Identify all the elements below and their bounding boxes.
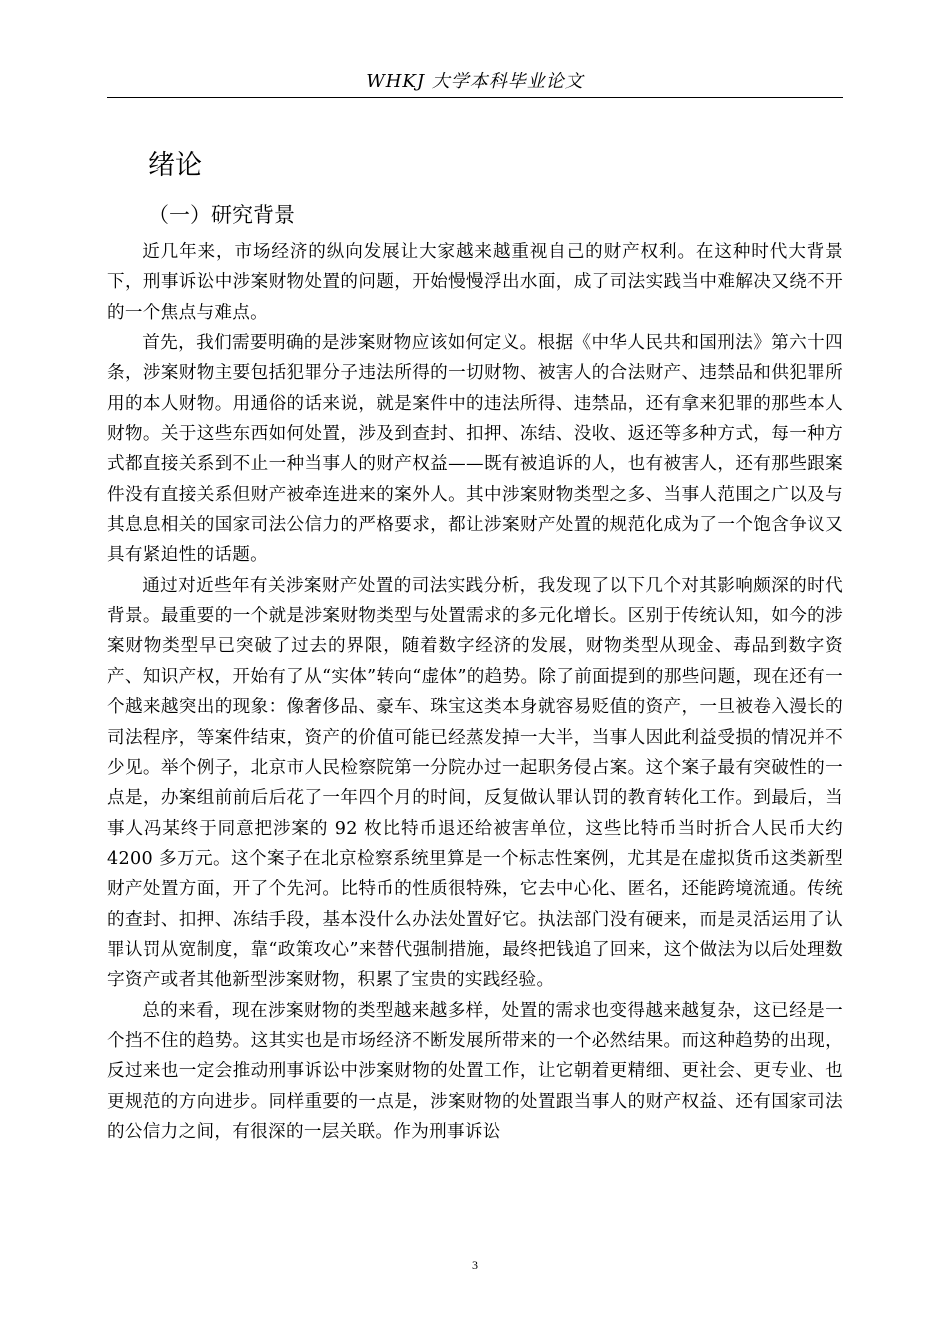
paragraph: 通过对近些年有关涉案财产处置的司法实践分析，我发现了以下几个对其影响颇深的时代背景。最重要的一个就是涉案财物类型与处置需求的多元化增长。区别于传统认知，如今的涉案财物类型早已突破了过去的界限，随着数字经济的发展，财物类型从现金、毒品到数字资产、知识产权，开始有了从“实体”转向“虚体”的趋势。除了前面提到的那些问题，现在还有一个越来越突出的现象：像奢侈品、豪车、珠宝这类本身就容易贬值的资产，一旦被卷入漫长的司法程序，等案件结束，资产的价值可能已经蒸发掉一大半，当事人因此利益受损的情况并不少见。举个例子，北京市人民检察院第一分院办过一起职务侵占案。这个案子最有突破性的一点是，办案组前前后后花了一年四个月的时间，反复做认罪认罚的教育转化工作。到最后，当事人冯某终于同意把涉案的 92 枚比特币退还给被害单位，这些比特币当时折合人民币大约 4200 多万元。这个案子在北京检察系统里算是一个标志性案例，尤其是在虚拟货币这类新型财产处置方面，开了个先河。比特币的性质很特殊，它去中心化、匿名，还能跨境流通。传统的查封、扣押、冻结手段，基本没什么办法处置好它。执法部门没有硬来，而是灵活运用了认罪认罚从宽制度，靠“政策攻心”来替代强制措施，最终把钱追了回来，这个做法为以后处理数字资产或者其他新型涉案财物，积累了宝贵的实践经验。 [107, 575, 843, 991]
page-number: 3 [472, 1258, 478, 1272]
body-text [107, 237, 843, 1147]
section-title: （一）研究背景 [148, 203, 295, 227]
header-divider [107, 97, 843, 98]
page-header-title: WHKJ 大学本科毕业论文 [366, 71, 584, 92]
chapter-title: 绪论 [148, 150, 202, 181]
paragraph: 首先，我们需要明确的是涉案财物应该如何定义。根据《中华人民共和国刑法》第六十四条，涉案财物主要包括犯罪分子违法所得的一切财物、被害人的合法财产、违禁品和供犯罪所用的本人财物。用通俗的话来说，就是案件中的违法所得、违禁品，还有拿来犯罪的那些本人财物。关于这些东西如何处置，涉及到查封、扣押、冻结、没收、返还等多种方式，每一种方式都直接关系到不止一种当事人的财产权益——既有被追诉的人，也有被害人，还有那些跟案件没有直接关系但财产被牵连进来的案外人。其中涉案财物类型之多、当事人范围之广以及与其息息相关的国家司法公信力的严格要求，都让涉案财产处置的规范化成为了一个饱含争议又具有紧迫性的话题。 [107, 333, 843, 566]
paragraph: 总的来看，现在涉案财物的类型越来越多样，处置的需求也变得越来越复杂，这已经是一个挡不住的趋势。这其实也是市场经济不断发展所带来的一个必然结果。而这种趋势的出现，反过来也一定会推动刑事诉讼中涉案财物的处置工作，让它朝着更精细、更社会、更专业、也更规范的方向进步。同样重要的一点是，涉案财物的处置跟当事人的财产权益、还有国家司法的公信力之间，有很深的一层关联。作为刑事诉讼 [107, 1000, 843, 1142]
paragraph: 近几年来，市场经济的纵向发展让大家越来越重视自己的财产权利。在这种时代大背景下，刑事诉讼中涉案财物处置的问题，开始慢慢浮出水面，成了司法实践当中难解决又绕不开的一个焦点与难点。 [107, 242, 843, 323]
